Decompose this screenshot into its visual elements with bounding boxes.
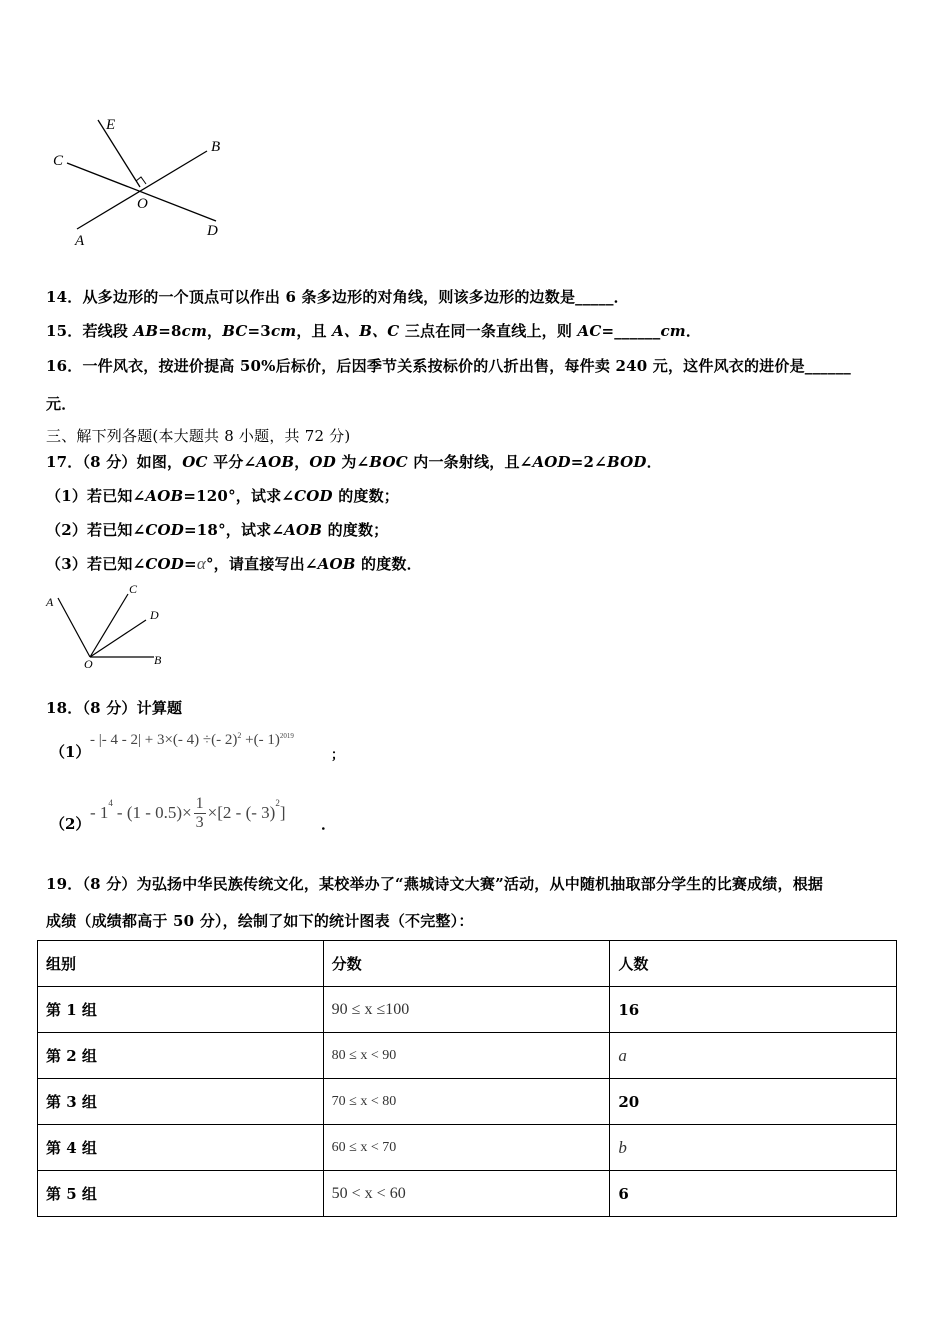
label-A: A [75,233,85,249]
score-table [37,940,897,1217]
count-cell: 6 [610,1171,897,1217]
question-18-part-2-end: ． [321,815,337,833]
question-17-part-3: （3）若已知∠COD=α°，请直接写出∠AOB 的度数． [46,554,422,573]
header-count: 人数 [610,941,897,987]
score-range-cell: 70 ≤ x < 80 [323,1079,610,1125]
group-cell: 第 1 组 [38,987,324,1033]
label-B: B [154,653,162,667]
ray-OD [90,620,146,657]
header-score: 分数 [323,941,610,987]
question-19-line-1: 19．（8 分）为弘扬中华民族传统文化，某校举办了“燕城诗文大赛”活动，从中随机抽取部分学生的比赛成绩，根据 [46,875,824,893]
question-17-part-1: （1）若已知∠AOB=120°，试求∠COD 的度数； [46,487,399,505]
ray-OC [90,594,128,657]
question-18-title: 18．（8 分）计算题 [46,699,183,717]
question-18-part-1-number: （1） [50,743,91,761]
score-range-cell: 80 ≤ x < 90 [323,1033,610,1079]
group-cell: 第 2 组 [38,1033,324,1079]
label-O: O [84,657,93,671]
question-18-expression-2: - 1 $^4$ - (1 - 0.5)× $\frac{1}{3}$ ×[2 - (- 3) $^2$ ] [90,794,286,831]
question-18-part-2-number: （2） [50,815,91,833]
label-O: O [137,196,148,212]
table-row [38,1079,897,1125]
question-17-part-2: （2）若已知∠COD=18°，试求∠AOB 的度数； [46,521,389,539]
score-range-cell: 90 ≤ x ≤100 [323,987,610,1033]
group-cell: 第 3 组 [38,1079,324,1125]
question-14: 14．从多边形的一个顶点可以作出 6 条多边形的对角线，则该多边形的边数是_____． [46,288,629,306]
question-16-line-2: 元． [46,395,77,413]
geometry-figure-13 [40,105,240,255]
score-range-cell: 60 ≤ x < 70 [323,1125,610,1171]
section-3-title: 三、解下列各题(本大题共 8 小题，共 72 分) [46,427,351,445]
count-cell: 20 [610,1079,897,1125]
header-group: 组别 [38,941,324,987]
label-A: A [46,595,54,609]
geometry-figure-17 [40,580,180,672]
question-18-part-1-end: ； [331,748,345,763]
label-D: D [207,223,218,239]
table-row [38,1125,897,1171]
score-range-cell: 50 < x < 60 [323,1171,610,1217]
count-cell: 16 [610,987,897,1033]
line-CD [67,163,216,221]
table-row [38,1033,897,1079]
label-C: C [129,582,138,596]
line-AB [77,151,207,229]
label-B: B [211,139,221,155]
question-15: 15．若线段 AB=8cm，BC=3cm，且 A、B、C 三点在同一条直线上，则 AC=______cm． [46,322,702,340]
ray-OA [58,598,90,657]
question-17: 17．（8 分）如图，OC 平分∠AOB，OD 为∠BOC 内一条射线，且∠AOD=2∠BOD． [46,453,662,471]
label-E: E [106,117,116,133]
group-cell: 第 5 组 [38,1171,324,1217]
count-cell: a [610,1033,897,1079]
table-row [38,1171,897,1217]
table-header-row [38,941,897,987]
count-cell: b [610,1125,897,1171]
label-C: C [53,153,64,169]
group-cell: 第 4 组 [38,1125,324,1171]
table-row [38,987,897,1033]
question-19-line-2: 成绩（成绩都高于 50 分），绘制了如下的统计图表（不完整）： [46,912,474,930]
question-16-line-1: 16．一件风衣，按进价提高 50%后标价，后因季节关系按标价的八折出售，每件卖 240 元，这件风衣的进价是______ [46,357,851,375]
question-18-expression-1: - |- 4 - 2| + 3×(- 4) ÷(- 2)$^2$ +(- 1)$^{2019}$ [90,731,294,748]
label-D: D [150,608,159,622]
